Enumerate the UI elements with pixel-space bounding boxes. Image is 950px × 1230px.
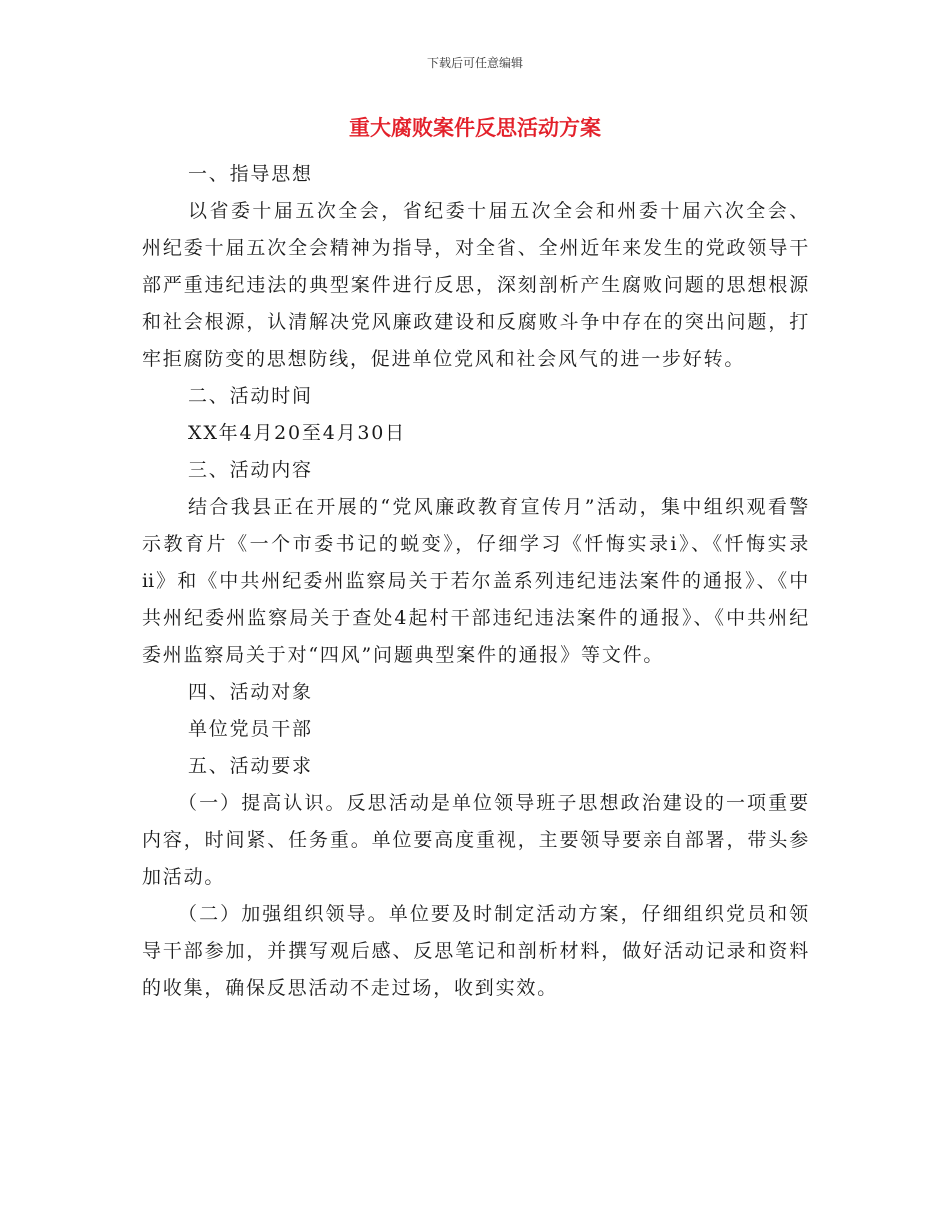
- paragraph-activity-time: XX年4月20至4月30日: [188, 422, 406, 444]
- document-title: 重大腐败案件反思活动方案: [349, 116, 601, 140]
- document-body: [142, 156, 810, 1007]
- section-heading-activity-requirements: 五、活动要求: [188, 755, 313, 777]
- paragraph-activity-target: 单位党员干部: [188, 718, 313, 740]
- header-note: 下载后可任意编辑: [426, 56, 523, 70]
- section-heading-activity-content: 三、活动内容: [188, 459, 313, 481]
- section-heading-guiding-ideology: 一、指导思想: [188, 163, 313, 185]
- paragraph-requirement-1: （一）提高认识。反思活动是单位领导班子思想政治建设的一项重要内容，时间紧、任务重。单位要高度重视，主要领导要亲自部署，带头参加活动。: [142, 792, 810, 888]
- paragraph-activity-content: 结合我县正在开展的“党风廉政教育宣传月”活动，集中组织观看警示教育片《一个市委书记的蜕变》，仔细学习《忏悔实录ⅰ》、《忏悔实录ⅱ》和《中共州纪委州监察局关于若尔盖系列违纪违法案件的通报》、《中共州纪委州监察局关于查处4起村干部违纪违法案件的通报》、《中共州纪委州监察局关于对“四风”问题典型案件的通报》等文件。: [142, 496, 810, 666]
- section-heading-activity-time: 二、活动时间: [188, 385, 313, 407]
- paragraph-guiding-ideology: 以省委十届五次全会，省纪委十届五次全会和州委十届六次全会、州纪委十届五次全会精神为指导，对全省、全州近年来发生的党政领导干部严重违纪违法的典型案件进行反思，深刻剖析产生腐败问题的思想根源和社会根源，认清解决党风廉政建设和反腐败斗争中存在的突出问题，打牢拒腐防变的思想防线，促进单位党风和社会风气的进一步好转。: [142, 200, 810, 370]
- section-heading-activity-target: 四、活动对象: [188, 681, 313, 703]
- paragraph-requirement-2: （二）加强组织领导。单位要及时制定活动方案，仔细组织党员和领导干部参加，并撰写观后感、反思笔记和剖析材料，做好活动记录和资料的收集，确保反思活动不走过场，收到实效。: [142, 903, 810, 999]
